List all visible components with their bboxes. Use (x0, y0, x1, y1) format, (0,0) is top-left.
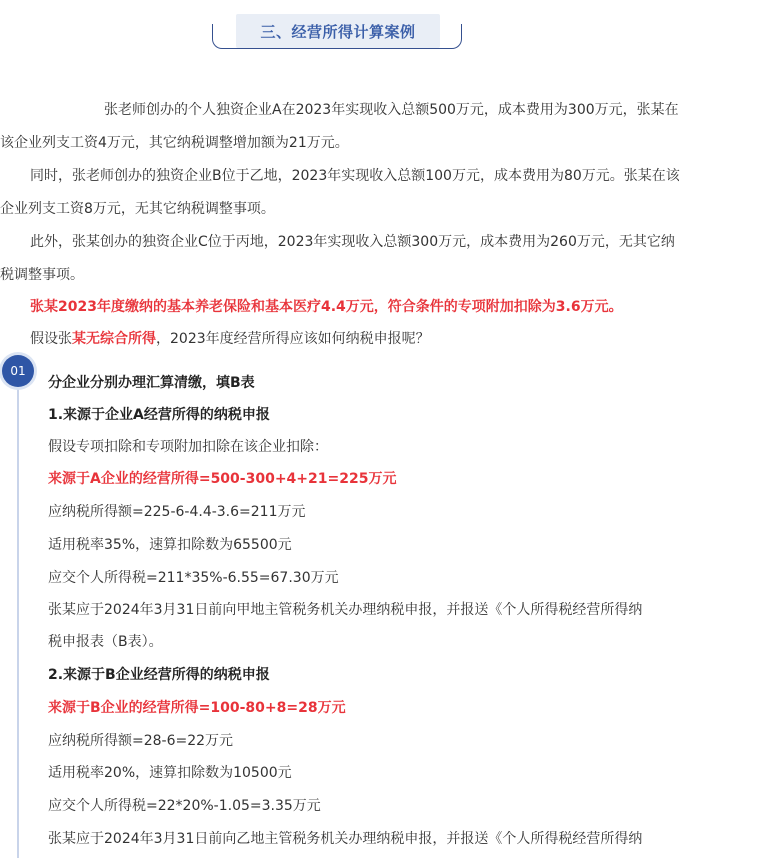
intro-paragraph-c: 此外，张某创办的独资企业C位于丙地，2023年实现收入总额300万元，成本费用为260万元，无其它纳税调整事项。 (0, 234, 675, 283)
part-a-tax: 应交个人所得税=211*35%-6.55=67.30万元 (48, 570, 339, 586)
part-b-filing-line-1: 张某应于2024年3月31日前向乙地主管税务机关办理纳税申报，并报送《个人所得税经营所得纳 (48, 831, 643, 847)
part-a-title: 1.来源于企业A经营所得的纳税申报 (48, 407, 270, 423)
part-a-filing-line-2: 税申报表（B表）。 (48, 634, 163, 650)
question-line (30, 328, 430, 350)
section-title: 三、经营所得计算案例 (236, 14, 440, 48)
part-b-income: 来源于B企业的经营所得=100-80+8=28万元 (48, 700, 346, 716)
step-number-badge: 01 (2, 355, 34, 387)
part-a-taxable: 应纳税所得额=225-6-4.4-3.6=211万元 (48, 504, 306, 520)
question-red-part: 某无综合所得 (72, 331, 156, 347)
deduction-highlight: 张某2023年度缴纳的基本养老保险和基本医疗4.4万元，符合条件的专项附加扣除为3.6万元。 (30, 299, 623, 315)
intro-paragraph-b: 同时，张老师创办的独资企业B位于乙地，2023年实现收入总额100万元，成本费用为80万元。张某在该企业列支工资8万元，无其它纳税调整事项。 (0, 168, 680, 217)
part-b-taxable: 应纳税所得额=28-6=22万元 (48, 733, 234, 749)
step-vertical-line (17, 388, 19, 858)
part-b-title: 2.来源于B企业经营所得的纳税申报 (48, 667, 270, 683)
part-a-rate: 适用税率35%，速算扣除数为65500元 (48, 537, 292, 553)
question-suffix: ，2023年度经营所得应该如何纳税申报呢？ (156, 331, 430, 347)
intro-paragraph-a: 张老师创办的个人独资企业A在2023年实现收入总额500万元，成本费用为300万元，张某在该企业列支工资4万元，其它纳税调整增加额为21万元。 (0, 102, 679, 151)
part-a-assumption: 假设专项扣除和专项附加扣除在该企业扣除： (48, 439, 328, 455)
part-a-income: 来源于A企业的经营所得=500-300+4+21=225万元 (48, 471, 397, 487)
part-b-rate: 适用税率20%，速算扣除数为10500元 (48, 765, 292, 781)
part-b-tax: 应交个人所得税=22*20%-1.05=3.35万元 (48, 798, 321, 814)
question-prefix: 假设张 (30, 331, 72, 347)
step-heading: 分企业分别办理汇算清缴，填B表 (48, 375, 255, 391)
part-a-filing-line-1: 张某应于2024年3月31日前向甲地主管税务机关办理纳税申报，并报送《个人所得税经营所得纳 (48, 602, 643, 618)
